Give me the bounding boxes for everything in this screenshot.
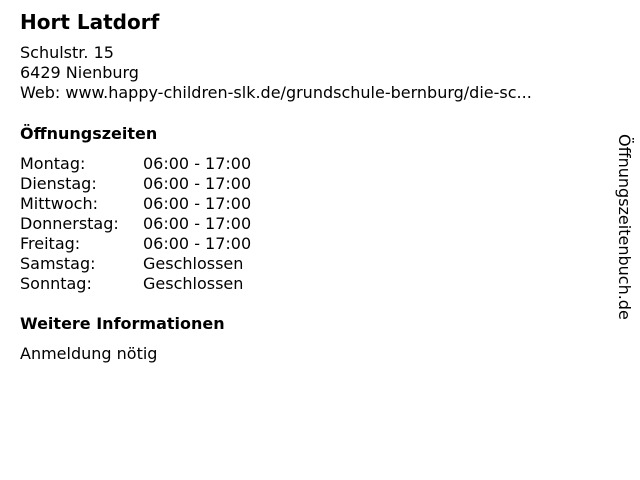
hours-value: Geschlossen [143,274,244,293]
day-label: Freitag: [20,234,81,253]
day-label: Mittwoch: [20,194,98,213]
brand-watermark: Öffnungszeitenbuch.de [615,134,634,320]
street-address: Schulstr. 15 [20,43,114,62]
hours-value: 06:00 - 17:00 [143,194,252,213]
day-label: Donnerstag: [20,214,119,233]
hours-value: Geschlossen [143,254,244,273]
day-label: Montag: [20,154,86,173]
business-title: Hort Latdorf [20,10,160,34]
day-label: Samstag: [20,254,96,273]
day-label: Sonntag: [20,274,92,293]
further-information-text: Anmeldung nötig [20,344,158,363]
further-information-heading: Weitere Informationen [20,314,225,333]
hours-value: 06:00 - 17:00 [143,154,252,173]
opening-hours-heading: Öffnungszeiten [20,124,158,143]
hours-value: 06:00 - 17:00 [143,174,252,193]
address-block [20,43,532,103]
postal-city: 6429 Nienburg [20,63,139,82]
day-label: Dienstag: [20,174,97,193]
website-line: Web: www.happy-children-slk.de/grundschule-bernburg/die-sc... [20,83,532,102]
hours-value: 06:00 - 17:00 [143,214,252,233]
hours-value: 06:00 - 17:00 [143,234,252,253]
